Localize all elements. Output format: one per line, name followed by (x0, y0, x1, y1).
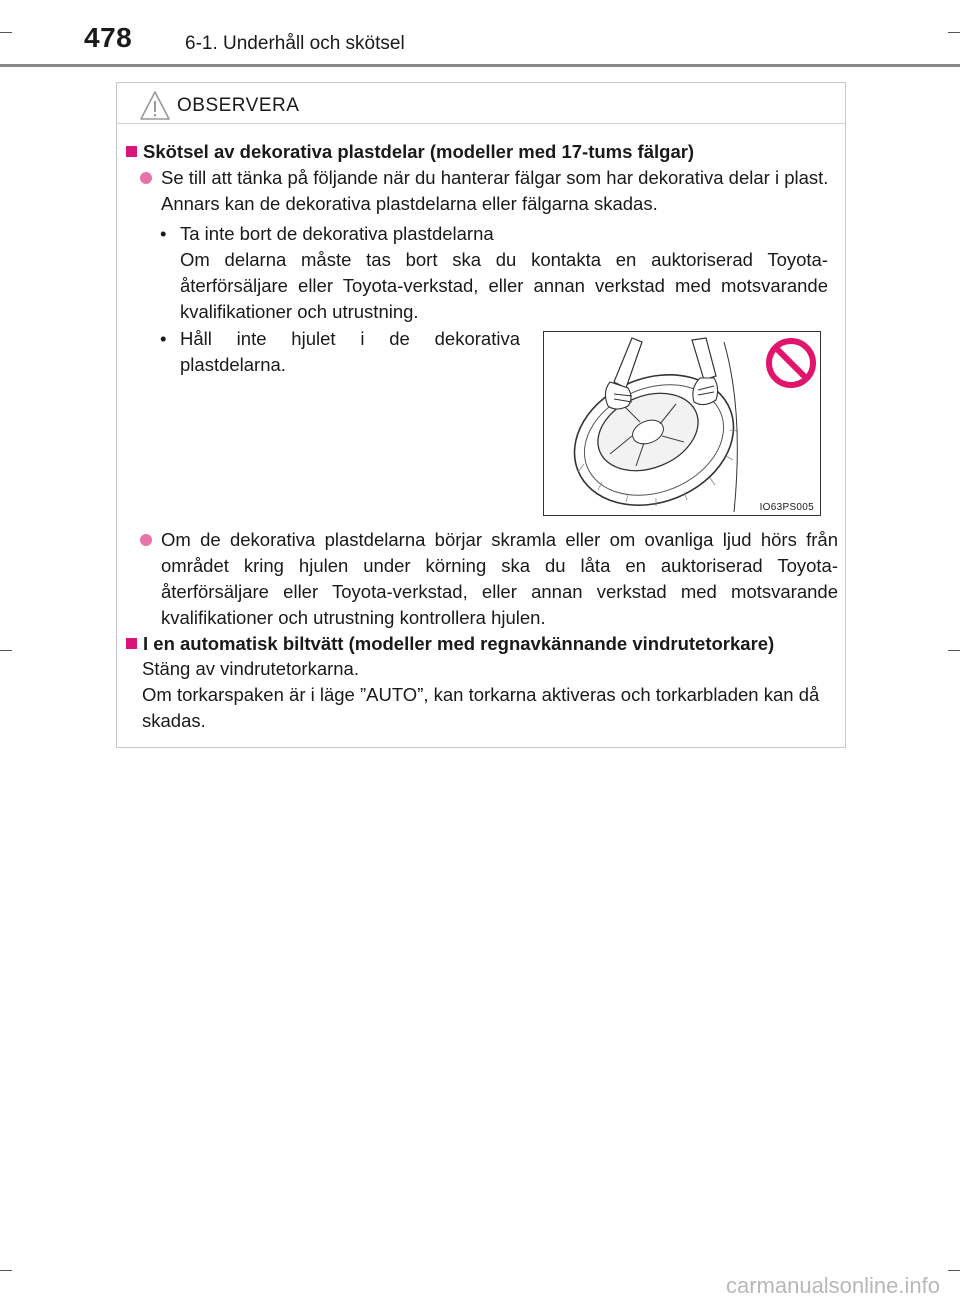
crop-mark (0, 650, 12, 651)
header-rule (0, 64, 960, 67)
list-item (140, 165, 838, 217)
figure-code: IO63PS005 (759, 502, 814, 513)
square-bullet-icon (126, 146, 137, 157)
sub-bullet (160, 326, 520, 378)
crop-mark (948, 32, 960, 33)
watermark-link[interactable]: carmanualsonline.info (725, 1273, 940, 1298)
list-item-text: Om de dekorativa plastdelarna börjar skramla eller om ovanliga ljud hörs från området kring hjulen under körning ska du låta en auktoriserad Toyota-återförsäljare eller Toyota-verkstad, eller annan verkstad med motsvarande kvalifikationer och utrustning kontrollera hjulen. (161, 529, 838, 628)
body-line: Stäng av vindrutetorkarna. (142, 658, 359, 679)
section-heading-text: I en automatisk biltvätt (modeller med regnavkännande vindrutetorkare) (143, 633, 775, 654)
square-bullet-icon (126, 638, 137, 649)
sub-bullet (160, 221, 828, 325)
hands-holding-wheel-image (544, 332, 820, 515)
section-heading (126, 631, 838, 657)
notice-divider (117, 123, 845, 124)
page-number: 478 (84, 22, 133, 53)
bullet-dot-icon: • (160, 223, 167, 244)
bullet-dot-icon: • (160, 328, 167, 349)
crop-mark (948, 1270, 960, 1271)
sub-bullet-title: Ta inte bort de dekorativa plastdelarna (180, 223, 494, 244)
list-item (140, 527, 838, 631)
crop-mark (0, 1270, 12, 1271)
warning-triangle-icon (139, 90, 171, 122)
section-heading-text: Skötsel av dekorativa plastdelar (modeller med 17-tums fälgar) (143, 141, 695, 162)
round-bullet-icon (140, 172, 152, 184)
round-bullet-icon (140, 534, 152, 546)
notice-label: OBSERVERA (177, 95, 300, 116)
section-title: 6-1. Underhåll och skötsel (185, 33, 405, 54)
list-item-text: Se till att tänka på följande när du hanterar fälgar som har dekorativa delar i plast. Annars kan de dekorativa plastdelarna eller fälgarna skadas. (161, 167, 829, 214)
section-body (142, 656, 838, 734)
body-line: Om torkarspaken är i läge ”AUTO”, kan torkarna aktiveras och torkarbladen kan då skadas. (142, 684, 820, 731)
crop-mark (0, 32, 12, 33)
section-heading (126, 139, 838, 165)
sub-bullet-body: Om delarna måste tas bort ska du kontakta en auktoriserad Toyota-återförsäljare eller Toyota-verkstad, eller annan verkstad med motsvarande kvalifikationer och utrustning. (180, 249, 828, 322)
crop-mark (948, 650, 960, 651)
sub-bullet-title: Håll inte hjulet i de dekorativa plastdelarna. (180, 328, 520, 375)
notice-header (139, 88, 299, 124)
wheel-illustration (543, 331, 821, 516)
